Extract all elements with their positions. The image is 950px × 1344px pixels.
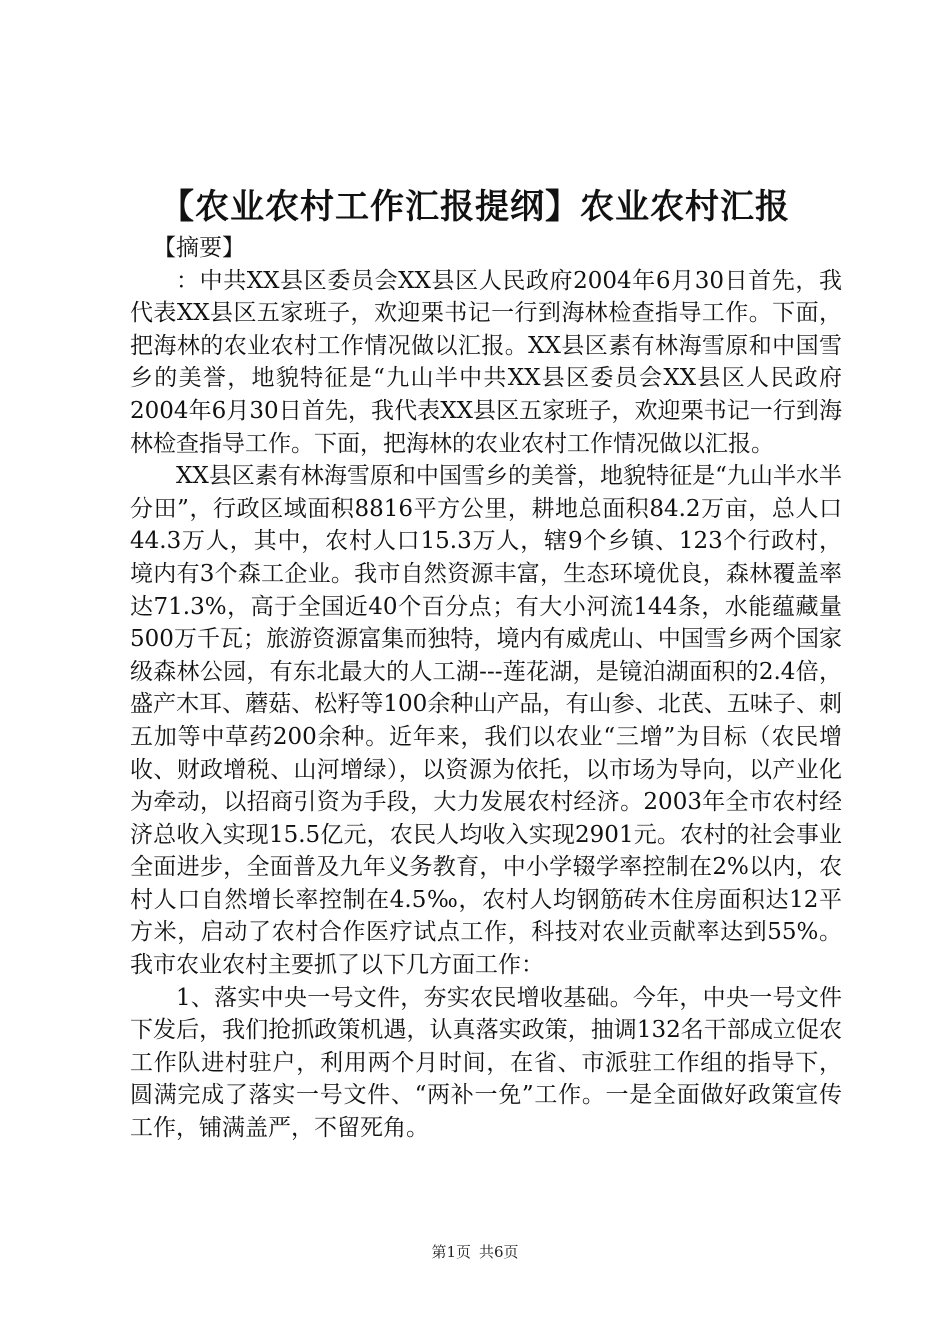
- page-number: 第1页: [431, 1243, 471, 1261]
- abstract-label: 【摘要】: [153, 235, 245, 261]
- page-total: 共6页: [479, 1243, 519, 1261]
- page-footer: [0, 1242, 950, 1262]
- paragraph: ：中共XX县区委员会XX县区人民政府2004年6月30日首先，我代表XX县区五家班子，欢迎栗书记一行到海林检查指导工作。下面，把海林的农业农村工作情况做以汇报。XX县区素有林海雪原和中国雪乡的美誉，地貌特征是“九山半中共XX县区委员会XX县区人民政府2004年6月30日首先，我代表XX县区五家班子，欢迎栗书记一行到海林检查指导工作。下面，把海林的农业农村工作情况做以汇报。: [130, 267, 842, 457]
- paragraph: XX县区素有林海雪原和中国雪乡的美誉，地貌特征是“九山半水半分田”，行政区域面积8816平方公里，耕地总面积84.2万亩，总人口44.3万人，其中，农村人口15.3万人，辖9个乡镇、123个行政村，境内有3个森工企业。我市自然资源丰富，生态环境优良，森林覆盖率达71.3%，高于全国近40个百分点；有大小河流144条，水能蕴藏量500万千瓦；旅游资源富集而独特，境内有威虎山、中国雪乡两个国家级森林公园，有东北最大的人工湖---莲花湖，是镜泊湖面积的2.4倍，盛产木耳、蘑菇、松籽等100余种山产品，有山参、北芪、五味子、刺五加等中草药200余种。近年来，我们以农业“三增”为目标（农民增收、财政增税、山河增绿），以资源为依托，以市场为导向，以产业化为牵动，以招商引资为手段，大力发展农村经济。2003年全市农村经济总收入实现15.5亿元，农民人均收入实现2901元。农村的社会事业全面进步，全面普及九年义务教育，中小学辍学率控制在2%以内，农村人口自然增长率控制在4.5‰，农村人均钢筋砖木住房面积达12平方米，启动了农村合作医疗试点工作，科技对农业贡献率达到55%。我市农业农村主要抓了以下几方面工作：: [130, 463, 842, 979]
- document-title: 【农业农村工作汇报提纲】农业农村汇报: [160, 187, 790, 227]
- document-body: [130, 232, 842, 1145]
- paragraph: 1、落实中央一号文件，夯实农民增收基础。今年，中央一号文件下发后，我们抢抓政策机遇，认真落实政策，抽调132名干部成立促农工作队进村驻户，利用两个月时间，在省、市派驻工作组的指导下，圆满完成了落实一号文件、“两补一免”工作。一是全面做好政策宣传工作，铺满盖严，不留死角。: [130, 984, 842, 1142]
